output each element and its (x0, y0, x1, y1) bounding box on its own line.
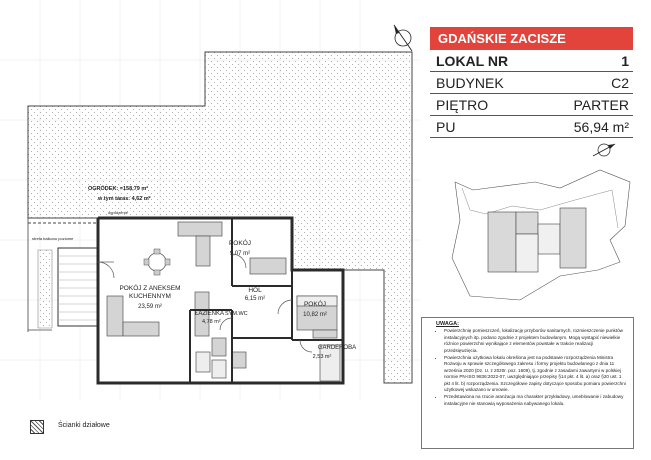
wc-name: SYM.WC (225, 311, 248, 317)
key-plan (452, 170, 630, 300)
note-item: • Powierzchnię pomieszczeń, lokalizację przyborów sanitarnych, rozmieszczenie punktów instalacyjnych itp. podano zgodnie z projektem budowlanym. Mogą wystąpić niewielkie różnice powierzchni wynikające z elementów powstałe w trakcie realizacji przedsięwzięcia. (444, 328, 628, 354)
floor-value: PARTER (573, 97, 629, 113)
room2-area: 10,82 m² (303, 312, 327, 318)
notes-list (436, 328, 628, 407)
hall-name: HOL (248, 287, 262, 294)
wardrobe-name: GARDEROBA (317, 345, 357, 351)
unit-label: LOKAL NR (436, 53, 509, 69)
notes-box (421, 317, 634, 449)
terrace (58, 248, 98, 326)
living-room-name-2: KUCHENNYM (129, 293, 171, 300)
bathroom-area: 4,78 m² (202, 319, 221, 325)
floor-label: PIĘTRO (436, 97, 489, 113)
unit-row (430, 50, 633, 72)
terrace-area-label: w tym taras: 4,62 m² (98, 196, 151, 202)
living-room-area: 23,59 m² (138, 304, 162, 310)
development-name: GDAŃSKIE ZACISZE (430, 27, 633, 50)
floor-row (430, 94, 633, 116)
area-row (430, 116, 633, 138)
building-label: BUDYNEK (436, 75, 504, 91)
room1-name: POKÓJ (228, 240, 252, 247)
note-item: • Powierzchnia użytkowa lokalu określona jest na podstawie rozporządzenia Ministra Rozwoju w sprawie szczegółowego zakresu i formy projektu budowlanego z dnia 11 września 2020 (Dz. U. z 2020r. poz. 1609), tj. zgodnie z zasadami zawartymi w polskiej normie PN-ISO 9836:2022-07, uwzględniające przepisy §14 pkt. 4 lit. a) oraz §20 ust. 1 pkt 4 lit. b) rozporządzenia. Szczegółowe zapisy dotyczące sposobu pomiaru powierzchni użytkowej wskazano w umowie. (444, 355, 628, 393)
side-area (38, 250, 52, 328)
side-area-label: strefa balkonu poziome (32, 236, 74, 241)
area-label: PU (436, 119, 456, 135)
wardrobe-area: 2,53 m² (312, 354, 332, 360)
fence-label: ogrodzenie (108, 210, 128, 215)
key-plan-north-arrow-icon (593, 144, 615, 156)
bathroom-name: ŁAZIENKA (195, 311, 225, 317)
building-value: C2 (611, 75, 629, 91)
north-arrow-icon (394, 25, 412, 51)
notes-title: UWAGA: (436, 321, 459, 327)
area-value: 56,94 m² (573, 119, 629, 135)
building-row (430, 72, 633, 94)
note-item: • Przedstawiona na rzucie aranżacja ma charakter przykładowy, umeblowanie i zabudowy instalacyjne nie stanowią wyposażenia nabywanego lokalu. (444, 394, 628, 407)
room2-name: POKÓJ (303, 301, 327, 308)
partition-legend-label: Ścianki działowe (58, 422, 110, 429)
living-room-name: POKÓJ Z ANEKSEM (119, 285, 181, 292)
unit-value: 1 (621, 53, 629, 69)
room1-area: 9,07 m² (229, 251, 251, 257)
hall-area: 6,15 m² (244, 296, 266, 302)
partition-hatch-icon (30, 420, 44, 434)
garden-area-label: OGRÓDEK: =158,79 m² (88, 186, 149, 192)
